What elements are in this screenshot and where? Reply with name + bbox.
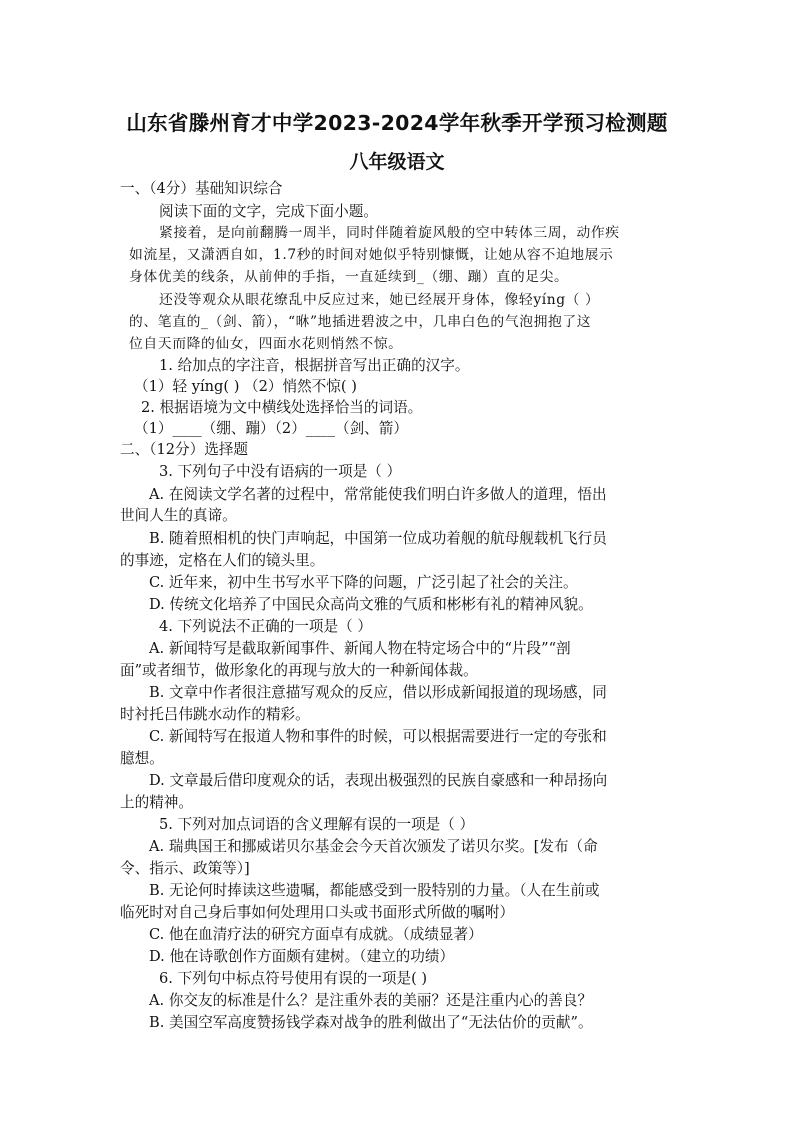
question-2-answer: （1）____（绷、蹦）（2）____（剑、箭） bbox=[134, 420, 408, 437]
section1-heading: 一、（4分）基础知识综合 bbox=[120, 180, 283, 197]
q3-option-b-line1: B. 随着照相机的快门声响起，中国第一位成功着舰的航母舰载机飞行员 bbox=[149, 530, 607, 547]
question-2: 2. 根据语境为文中横线处选择恰当的词语。 bbox=[141, 399, 423, 416]
q6-option-a: A. 你交友的标准是什么？是注重外表的美丽？还是注重内心的善良？ bbox=[149, 992, 593, 1009]
q4-option-a-line2: 面”或者细节，做形象化的再现与放大的一种新闻体裁。 bbox=[120, 662, 478, 679]
page-title: 山东省滕州育才中学2023-2024学年秋季开学预习检测题 bbox=[126, 111, 668, 135]
question-5-stem: 5. 下列对加点词语的含义理解有误的一项是（ ） bbox=[159, 816, 475, 833]
q5-option-c: C. 他在血清疗法的研究方面卓有成就。（成绩显著） bbox=[149, 926, 483, 943]
passage-line-6: 位自天而降的仙女，四面水花则悄然不惊。 bbox=[129, 336, 403, 352]
passage-line-2: 如流星，又潇洒自如，1.7秒的时间对她似乎特别慷慨，让她从容不迫地展示 bbox=[129, 247, 614, 263]
page-subtitle: 八年级语文 bbox=[349, 151, 445, 173]
passage-line-5: 的、笔直的_（剑、箭），“咻”地插进碧波之中，几串白色的气泡拥抱了这 bbox=[129, 314, 592, 330]
q3-option-a-line2: 世间人生的真谛。 bbox=[120, 507, 237, 524]
question-3-stem: 3. 下列句子中没有语病的一项是（ ） bbox=[159, 463, 402, 480]
q4-option-c-line2: 臆想。 bbox=[120, 750, 164, 767]
q5-option-b-line1: B. 无论何时捧读这些遗嘱，都能感受到一股特别的力量。（人在生前或 bbox=[149, 882, 600, 899]
q5-option-a-line2: 令、指示、政策等）] bbox=[120, 860, 250, 877]
section1-instruction: 阅读下面的文字，完成下面小题。 bbox=[159, 203, 378, 220]
q5-option-a-line1: A. 瑞典国王和挪威诺贝尔基金会今天首次颁发了诺贝尔奖。[发布（命 bbox=[149, 838, 598, 855]
q4-option-c-line1: C. 新闻特写在报道人物和事件的时候，可以根据需要进行一定的夸张和 bbox=[149, 728, 607, 745]
section2-heading: 二、（12分）选择题 bbox=[120, 441, 249, 458]
q4-option-d-line1: D. 文章最后借印度观众的话，表现出极强烈的民族自豪感和一种昂扬向 bbox=[149, 772, 608, 789]
q6-option-b: B. 美国空军高度赞扬钱学森对战争的胜利做出了“无法估价的贡献”。 bbox=[149, 1014, 593, 1031]
q4-option-a-line1: A. 新闻特写是截取新闻事件、新闻人物在特定场合中的“片段”“剖 bbox=[149, 640, 571, 657]
q5-option-d: D. 他在诗歌创作方面颇有建树。（建立的功绩） bbox=[149, 948, 455, 965]
passage-line-3: 身体优美的线条，从前伸的手指，一直延续到_（绷、蹦）直的足尖。 bbox=[129, 269, 569, 285]
passage-line-4: 还没等观众从眼花缭乱中反应过来，她已经展开身体，像轻yíng（ ） bbox=[159, 292, 600, 308]
q4-option-d-line2: 上的精神。 bbox=[120, 794, 193, 811]
question-6-stem: 6. 下列句中标点符号使用有误的一项是( ) bbox=[159, 970, 428, 987]
question-1-answer: （1）轻 yíng( ) （2）悄然不惊( ) bbox=[134, 378, 357, 395]
q4-option-b-line1: B. 文章中作者很注意描写观众的反应，借以形成新闻报道的现场感，同 bbox=[149, 684, 607, 701]
passage-line-1: 紧接着，是向前翻腾一周半，同时伴随着旋风般的空中转体三周，动作疾 bbox=[159, 225, 620, 241]
question-4-stem: 4. 下列说法不正确的一项是（ ） bbox=[159, 618, 372, 635]
q3-option-c: C. 近年来，初中生书写水平下降的问题，广泛引起了社会的关注。 bbox=[149, 574, 578, 591]
q5-option-b-line2: 临死时对自己身后事如何处理用口头或书面形式所做的嘱咐） bbox=[120, 904, 515, 921]
q4-option-b-line2: 时衬托吕伟跳水动作的精彩。 bbox=[120, 706, 310, 723]
q3-option-d: D. 传统文化培养了中国民众高尚文雅的气质和彬彬有礼的精神风貌。 bbox=[149, 596, 593, 613]
q3-option-b-line2: 的事迹，定格在人们的镜头里。 bbox=[120, 552, 325, 569]
q3-option-a-line1: A. 在阅读文学名著的过程中，常常能使我们明白许多做人的道理，悟出 bbox=[149, 486, 607, 503]
question-1: 1. 给加点的字注音，根据拼音写出正确的汉字。 bbox=[159, 357, 470, 374]
